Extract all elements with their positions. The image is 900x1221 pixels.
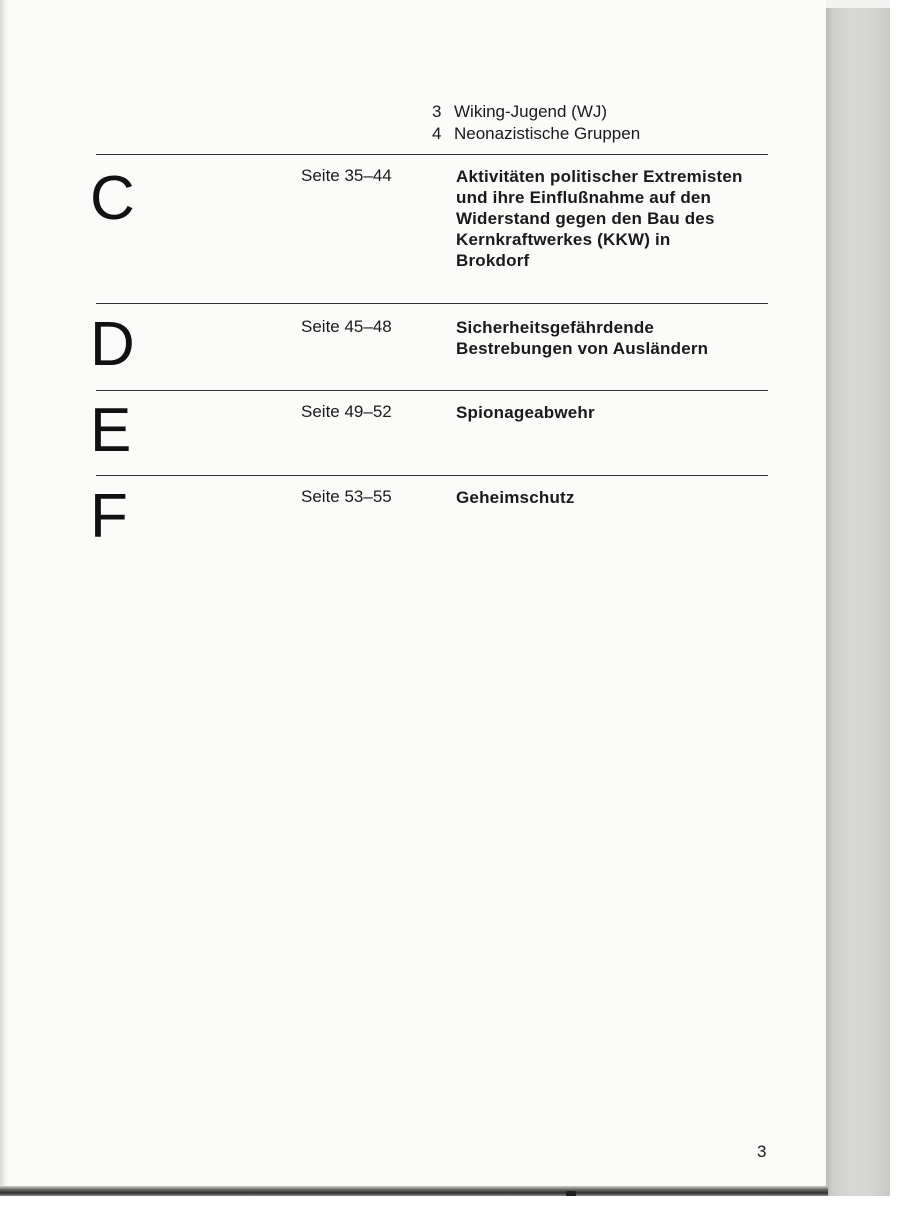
section-letter-f: F — [90, 482, 128, 551]
intro-item — [432, 102, 607, 122]
scan-right-margin — [890, 0, 900, 1221]
intro-item-number: 4 — [432, 124, 442, 143]
section-title-d: Sicherheitsgefährdende Bestrebungen von Ausländern — [456, 318, 709, 358]
section-letter-c: C — [90, 164, 135, 233]
section-pages-f: Seite 53–55 — [301, 487, 392, 506]
section-title-e: Spionageabwehr — [456, 403, 595, 422]
section-pages-d: Seite 45–48 — [301, 317, 392, 336]
section-divider — [96, 303, 768, 304]
section-divider — [96, 475, 768, 476]
section-pages-c: Seite 35–44 — [301, 166, 392, 185]
page-number: 3 — [757, 1142, 767, 1161]
intro-item — [432, 124, 640, 144]
section-divider — [96, 154, 768, 155]
intro-item-number: 3 — [432, 102, 442, 121]
section-letter-e: E — [90, 396, 132, 465]
section-title-f: Geheimschutz — [456, 488, 575, 507]
intro-item-text: Neonazistische Gruppen — [454, 124, 641, 143]
section-divider — [96, 390, 768, 391]
binding-gutter — [826, 8, 890, 1200]
scan-bottom-edge — [0, 1186, 828, 1196]
section-pages-e: Seite 49–52 — [301, 402, 392, 421]
section-letter-d: D — [90, 310, 135, 379]
scan-left-edge — [0, 0, 9, 1200]
scan-bottom-margin — [0, 1196, 900, 1221]
section-title-c: Aktivitäten politischer Extremisten und ihre Einflußnahme auf den Widerstand gegen den Bau des Kernkraftwerkes (KKW) in Brokdorf — [456, 167, 743, 270]
intro-item-text: Wiking-Jugend (WJ) — [454, 102, 608, 121]
